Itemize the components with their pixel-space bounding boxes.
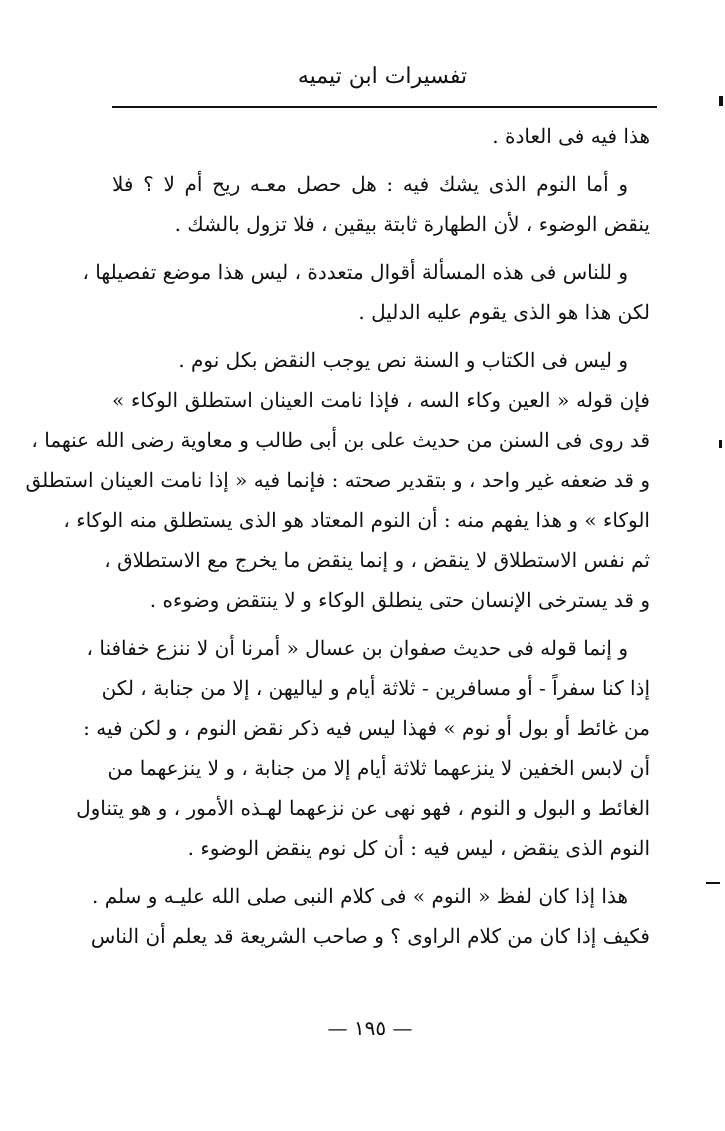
text-line: فكيف إذا كان من كلام الراوى ؟ و صاحب الشريعة قد يعلم أن الناس — [90, 924, 650, 948]
text-line: الوكاء » و هذا يفهم منه : أن النوم المعتاد هو الذى يستطلق منه الوكاء ، — [63, 508, 650, 532]
text-line: من غائط أو بول أو نوم » فهذا ليس فيه ذكر نقض النوم ، و لكن فيه : — [83, 716, 650, 740]
text-line: الغائط و البول و النوم ، فهو نهى عن نزعهما لهـذه الأمور ، و هو يتناول — [76, 796, 650, 820]
margin-mark — [719, 96, 723, 106]
text-line: ينقض الوضوء ، لأن الطهارة ثابتة بيقين ، فلا تزول بالشك . — [174, 212, 650, 236]
running-head: تفسيرات ابن تيميه — [297, 64, 468, 89]
text-line: فإن قوله « العين وكاء السه ، فإذا نامت العينان استطلق الوكاء » — [112, 388, 650, 412]
text-line: النوم الذى ينقض ، ليس فيه : أن كل نوم ينقض الوضوء . — [187, 836, 650, 860]
text-line: و إنما قوله فى حديث صفوان بن عسال « أمرنا أن لا ننزع خفافنا ، — [86, 636, 628, 660]
body-text — [25, 116, 650, 956]
text-line: و أما النوم الذى يشك فيه : هل حصل معـه ريح أم لا ؟ فلا — [112, 172, 628, 196]
margin-mark — [706, 882, 720, 884]
header-rule — [112, 106, 657, 108]
text-line: قد روى فى السنن من حديث على بن أبى طالب و معاوية رضى الله عنهما ، — [31, 428, 650, 452]
text-line: ثم نفس الاستطلاق لا ينقض ، و إنما ينقض ما يخرج مع الاستطلاق ، — [104, 548, 650, 572]
text-line: أن لابس الخفين لا ينزعهما ثلاثة أيام إلا من جنابة ، و لا ينزعهما من — [107, 756, 650, 780]
text-line: إذا كنا سفراً - أو مسافرين - ثلاثة أيام و لياليهن ، إلا من جنابة ، لكن — [101, 676, 650, 700]
text-line: و قد ضعفه غير واحد ، و بتقدير صحته : فإنما فيه « إذا نامت العينان استطلق — [25, 468, 650, 492]
margin-mark — [719, 440, 722, 448]
page-number: — ١٩٥ — — [327, 1016, 413, 1040]
text-line: و قد يسترخى الإنسان حتى ينطلق الوكاء و لا ينتقض وضوءه . — [149, 588, 650, 612]
text-line: و للناس فى هذه المسألة أقوال متعددة ، ليس هذا موضع تفصيلها ، — [82, 260, 628, 284]
text-line: هذا إذا كان لفظ « النوم » فى كلام النبى صلى الله عليـه و سلم . — [92, 884, 628, 908]
text-line: هذا فيه فى العادة . — [492, 124, 650, 148]
text-line: لكن هذا هو الذى يقوم عليه الدليل . — [358, 300, 650, 324]
text-line: و ليس فى الكتاب و السنة نص يوجب النقض بكل نوم . — [178, 348, 628, 372]
